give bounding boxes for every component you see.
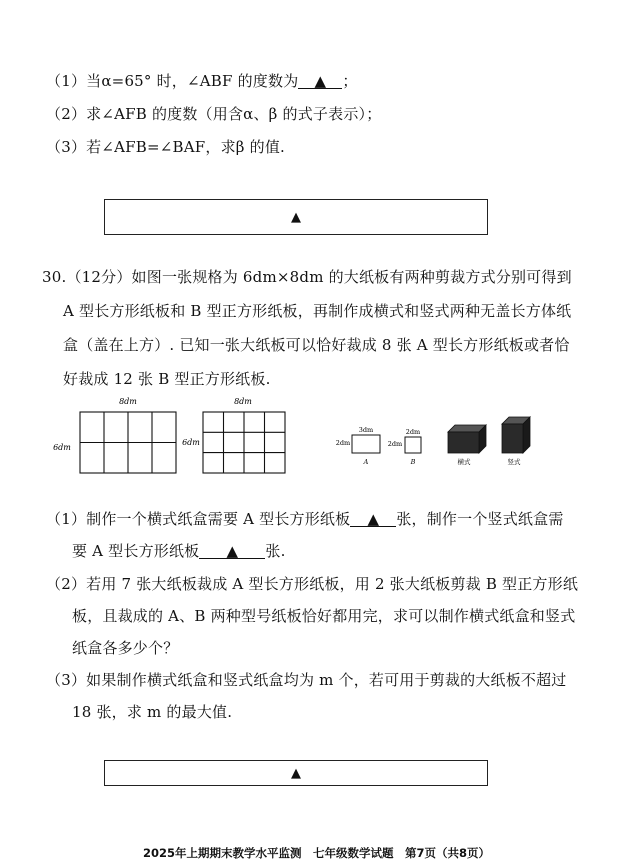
answer-mark: ▲: [291, 765, 301, 781]
squareB-side-label: 2dm: [387, 440, 403, 448]
q29-part1-text: （1）当α=65° 时，∠ABF 的度数为: [46, 72, 299, 90]
q30-part3-line1: （3）如果制作横式纸盒和竖式纸盒均为 m 个，若可用于剪裁的大纸板不超过: [46, 671, 567, 689]
squareB-top-label: 2dm: [405, 428, 421, 436]
q30-stem-line4: 好裁成 12 张 B 型正方形纸板.: [63, 370, 271, 388]
answer-box[interactable]: [104, 199, 488, 235]
squareB-label: B: [410, 458, 416, 466]
rectA-top-label: 3dm: [358, 426, 374, 434]
q29-part1-suffix: ；: [342, 72, 358, 90]
board1-side-label: 6dm: [53, 443, 71, 452]
q30-part1-line2: [72, 540, 286, 561]
answer-box[interactable]: [104, 760, 488, 786]
vertical-box-3d: [502, 417, 530, 453]
q30-part3-line2: 18 张，求 m 的最大值.: [72, 703, 233, 721]
q30-part2-line3: 纸盒各多少个？: [72, 639, 179, 657]
board1-grid: [80, 412, 176, 473]
q30-part1-text-b: 张，制作一个竖式纸盒需: [396, 510, 564, 528]
board1-top-label: 8dm: [119, 397, 137, 406]
q29-part1: [46, 70, 358, 91]
rectA-label: A: [363, 458, 369, 466]
q30-figure: [0, 392, 633, 480]
page-footer: 2025年上期期末教学水平监测 七年级数学试题 第7页（共8页）: [142, 846, 490, 860]
q30-stem-line3: 盒（盖在上方）. 已知一张大纸板可以恰好裁成 8 张 A 型长方形纸板或者恰: [63, 336, 570, 354]
q30-part1-text-d: 张.: [265, 542, 286, 560]
answer-blank[interactable]: ▲: [199, 544, 265, 559]
q29-part3: （3）若∠AFB=∠BAF，求β 的值.: [46, 138, 285, 156]
squareB-shape: [405, 437, 421, 453]
rectA-shape: [352, 435, 380, 453]
board2-side-label: 6dm: [182, 438, 200, 447]
rectA-side-label: 2dm: [335, 439, 351, 447]
q30-stem-line1: 30.（12分）如图一张规格为 6dm×8dm 的大纸板有两种剪裁方式分别可得到: [42, 268, 572, 286]
q30-part2-line1: （2）若用 7 张大纸板裁成 A 型长方形纸板，用 2 张大纸板剪裁 B 型正方形纸: [46, 575, 579, 593]
q29-part2: （2）求∠AFB 的度数（用含α、β 的式子表示）；: [46, 105, 382, 123]
horizontal-box-3d: [448, 425, 486, 453]
answer-blank[interactable]: ▲: [298, 74, 342, 89]
board2-top-label: 8dm: [234, 397, 252, 406]
horizontal-box-label: 横式: [457, 458, 471, 466]
vertical-box-label: 竖式: [507, 458, 521, 466]
answer-blank[interactable]: ▲: [350, 512, 396, 527]
board2-grid: [203, 412, 285, 473]
q30-stem-line2: A 型长方形纸板和 B 型正方形纸板，再制作成横式和竖式两种无盖长方体纸: [63, 302, 572, 320]
answer-mark: ▲: [291, 209, 301, 225]
q30-part1-text-a: （1）制作一个横式纸盒需要 A 型长方形纸板: [46, 510, 351, 528]
q30-part1-text-c: 要 A 型长方形纸板: [72, 542, 200, 560]
q30-part1-line1: [46, 508, 564, 529]
q30-part2-line2: 板，且裁成的 A、B 两种型号纸板恰好都用完，求可以制作横式纸盒和竖式: [72, 607, 576, 625]
